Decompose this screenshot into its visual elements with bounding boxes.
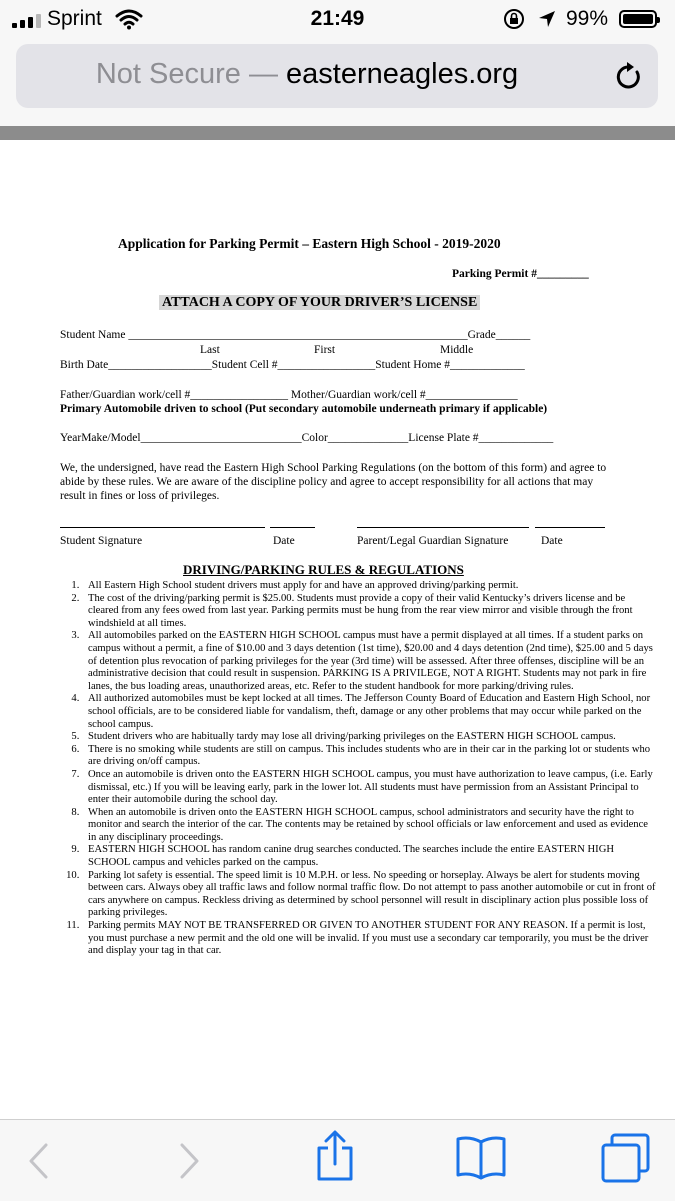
browser-toolbar [0,1119,675,1201]
middle-name-label: Middle [440,344,474,356]
rule-item: 2. The cost of the driving/parking permit is $25.00. Students must provide a copy of their valid Kentucky’s drivers license and be cleared from any fees owed from last year. Parking permits must be hung from the rear view mirror and visible through the front windshield at all times. [82,593,657,631]
tabs-icon[interactable] [600,1132,652,1184]
rule-item: 4. All authorized automobiles must be kept locked at all times. The Jefferson County Board of Education and Eastern High School, nor school officials, are to be considered liable for vandalism, theft, damage or any other problems that may occur while parked on the school campus. [82,693,657,731]
rotation-lock-icon [502,8,526,30]
share-icon[interactable] [313,1130,357,1182]
student-name-line: Student Name ___________________________________________________________Grade______ [60,329,531,341]
rule-item: 10. Parking lot safety is essential. The speed limit is 10 M.P.H. or less. No speeding or horseplay. Always be alert for students moving between cars. Always obey all traffic laws and follow normal traffic flow. Do not attempt to pass another automobile or cut in front of cars anywhere on campus. Reckless driving as determined by school personnel will result in disciplinary action plus possible loss of parking privileges. [82,870,657,920]
battery-icon [619,10,657,28]
rules-title: DRIVING/PARKING RULES & REGULATIONS [183,562,464,577]
carrier-label: Sprint [47,7,102,30]
forward-icon[interactable] [178,1142,202,1180]
rule-item: 3. All automobiles parked on the EASTERN HIGH SCHOOL campus must have a permit displayed at all times. If a student parks on campus without a permit, a fine of $10.00 and 3 days detention (1st time), $20.00 and 4 days detention (2nd time), $25.00 and 5 days of detention plus revocation of parking privileges for the year (3rd time) will be assessed. After three offenses, discipline will be an administrative decision that could result in suspension. PARKING IS A PRIVILEGE, NOT A RIGHT. Students may not park in fire lanes, the bus loading areas, unauthorized areas, etc. Refer to the student handbook for more parking/driving rules. [82,630,657,693]
rule-item: 8. When an automobile is driven onto the EASTERN HIGH SCHOOL campus, school administrators and security have the right to monitor and search the interior of the car. The contents may be retained by school officials or law enforcement and used as evidence in any disciplinary proceedings. [82,807,657,845]
pdf-document [0,140,675,1119]
student-signature-line [60,527,265,528]
url-display[interactable] [16,58,598,91]
rule-item: 5. Student drivers who are habitually tardy may lose all driving/parking privileges on the EASTERN HIGH SCHOOL campus. [82,731,657,744]
rule-item: 6. There is no smoking while students are still on campus. This includes students who are in their car in the parking lot or students who are driving on/off campus. [82,744,657,769]
clock: 21:49 [310,7,365,30]
rules-list [38,580,657,958]
date-line-2 [535,527,605,528]
parent-signature-label: Parent/Legal Guardian Signature [357,535,509,547]
parent-signature-line [357,527,529,528]
back-icon[interactable] [26,1142,50,1180]
first-name-label: First [314,344,336,356]
address-bar[interactable] [16,44,658,108]
status-bar [0,0,675,40]
rule-item: 1. All Eastern High School student drivers must apply for and have an approved driving/parking permit. [82,580,657,593]
security-label: Not Secure [95,58,241,90]
date-line-1 [270,527,315,528]
birth-date-line: Birth Date__________________Student Cell #_________________Student Home #_____________ [60,359,525,371]
rule-item: 7. Once an automobile is driven onto the EASTERN HIGH SCHOOL campus, you must have authorization to leave campus, (i.e. Early dismissal, etc.) If you will be leaving early, park in the lower lot. All students must have permission from an Assistant Principal to enter their automobile during the school day. [82,769,657,807]
permit-number: Parking Permit #_________ [452,268,589,280]
domain-label: easterneagles.org [286,58,519,90]
guardian-line: Father/Guardian work/cell #_________________ Mother/Guardian work/cell #________________ [60,389,518,401]
vehicle-line: YearMake/Model____________________________Color______________License Plate #_____________ [60,432,554,444]
rule-item: 9. EASTERN HIGH SCHOOL has random canine drug searches conducted. The searches include the entire EASTERN HIGH SCHOOL campus and vehicles parked on the campus. [82,844,657,869]
rule-item: 11. Parking permits MAY NOT BE TRANSFERRED OR GIVEN TO ANOTHER STUDENT FOR ANY REASON. If a permit is lost, you must purchase a new permit and the old one will be invalid. If you must use a secondary car temporarily, you must be the driver and display your tag in that car. [82,920,657,958]
attach-license-notice: ATTACH A COPY OF YOUR DRIVER’S LICENSE [159,295,480,310]
date-label-1: Date [273,535,295,547]
primary-automobile-heading: Primary Automobile driven to school (Put secondary automobile underneath primary if applicable) [60,403,548,415]
location-icon [537,9,557,29]
bookmarks-icon[interactable] [455,1134,507,1180]
battery-percent: 99% [566,7,609,30]
last-name-label: Last [200,344,220,356]
agreement-paragraph: We, the undersigned, have read the Eastern High School Parking Regulations (on the bottom of this form) and agree to abide by these rules. We are aware of the discipline policy and agree to accept responsibility for all actions that may result in fines or loss of privileges. [60,462,607,502]
date-label-2: Date [541,535,563,547]
student-signature-label: Student Signature [60,535,143,547]
reload-icon[interactable] [614,60,644,92]
document-title: Application for Parking Permit – Eastern High School - 2019-2020 [118,236,501,251]
page-top-border [0,126,675,140]
url-separator: — [240,58,287,90]
